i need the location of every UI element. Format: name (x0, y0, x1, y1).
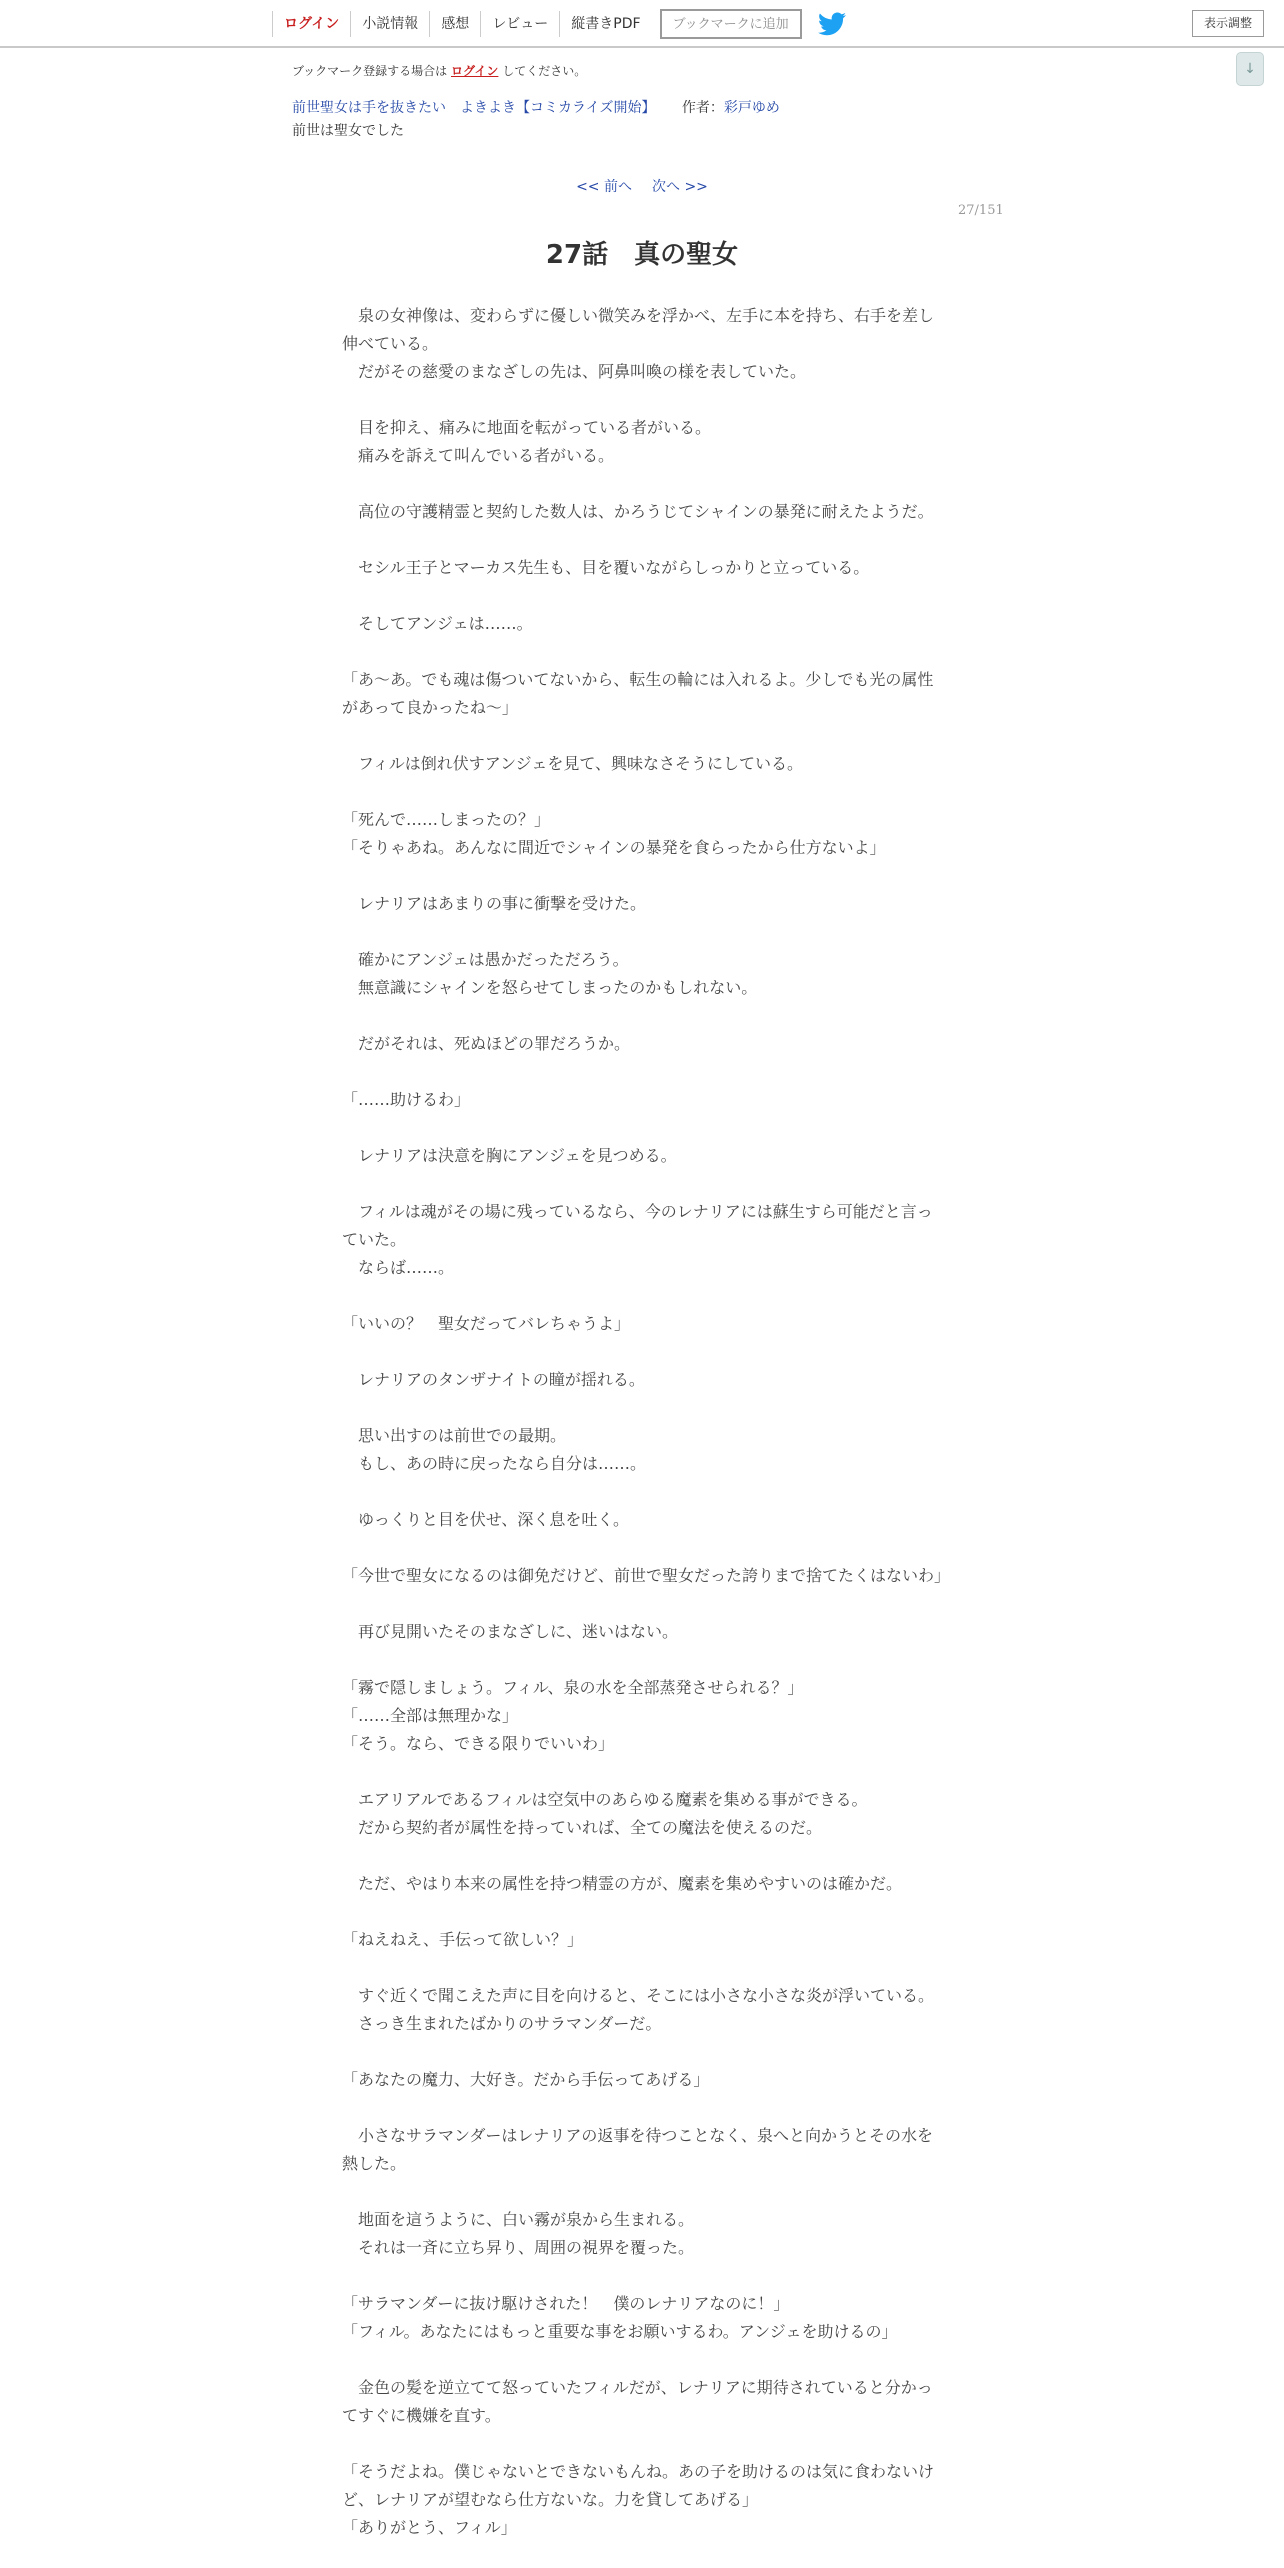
novel-paragraph: もし、あの時に戻ったなら自分は……。 (342, 1454, 647, 1473)
novel-paragraph: セシル王子とマーカス先生も、目を覆いながらしっかりと立っている。 (342, 558, 870, 577)
bookmark-login-note (292, 62, 586, 79)
novel-paragraph: 地面を這うように、白い霧が泉から生まれる。 (342, 2210, 695, 2229)
novel-blank-line (342, 1170, 942, 1198)
novel-info-link[interactable]: 小説情報 (350, 11, 429, 37)
novel-paragraph: 「……助けるわ」 (342, 1090, 471, 1109)
novel-blank-line (342, 1954, 942, 1982)
novel-blank-line (342, 582, 942, 610)
novel-blank-line (342, 1478, 942, 1506)
novel-paragraph: 「いいの？ 聖女だってバレちゃうよ」 (342, 1314, 631, 1333)
scroll-down-button[interactable]: ↓ (1236, 52, 1264, 86)
novel-paragraph: そしてアンジェは……。 (342, 614, 533, 633)
novel-paragraph: 「ねえねえ、手伝って欲しい？」 (342, 1930, 583, 1949)
novel-blank-line (342, 722, 942, 750)
novel-blank-line (342, 526, 942, 554)
novel-blank-line (342, 1282, 942, 1310)
novel-blank-line (342, 778, 942, 806)
novel-paragraph: ならば……。 (342, 1258, 455, 1277)
series-info (292, 97, 780, 117)
novel-paragraph: 「そりゃあね。あんなに間近でシャインの暴発を食らったから仕方ないよ」 (342, 838, 886, 857)
novel-paragraph: 「そうだよね。僕じゃないとできないもんね。あの子を助けるのは気に食わないけど、レナリアが望むなら仕方ないな。力を貸してあげる」 (342, 2462, 935, 2509)
novel-paragraph: フィルは魂がその場に残っているなら、今のレナリアには蘇生すら可能だと言っていた。 (342, 1202, 933, 1249)
novel-paragraph: 「霧で隠しましょう。フィル、泉の水を全部蒸発させられる？」 (342, 1678, 804, 1697)
novel-blank-line (342, 862, 942, 890)
novel-blank-line (342, 2178, 942, 2206)
novel-paragraph: 「あ～あ。でも魂は傷ついてないから、転生の輪には入れるよ。少しでも光の属性があって良かったね～」 (342, 670, 934, 717)
novel-paragraph: それは一斉に立ち昇り、周囲の視界を覆った。 (342, 2238, 695, 2257)
novel-blank-line (342, 1646, 942, 1674)
novel-blank-line (342, 1394, 942, 1422)
pager (0, 176, 1284, 196)
novel-blank-line (342, 1058, 942, 1086)
login-note-suffix: してください。 (502, 64, 587, 78)
novel-paragraph: 無意識にシャインを怒らせてしまったのかもしれない。 (342, 978, 758, 997)
novel-blank-line (342, 2262, 942, 2290)
author-link[interactable]: 彩戸ゆめ (723, 100, 780, 116)
review-link[interactable]: レビュー (480, 11, 559, 37)
novel-paragraph: 小さなサラマンダーはレナリアの返事を待つことなく、泉へと向かうとその水を熱した。 (342, 2126, 934, 2173)
novel-blank-line (342, 1002, 942, 1030)
novel-paragraph: だから契約者が属性を持っていれば、全ての魔法を使えるのだ。 (342, 1818, 823, 1837)
novel-paragraph: フィルは倒れ伏すアンジェを見て、興味なさそうにしている。 (342, 754, 804, 773)
chapter-group-title: 前世は聖女でした (292, 123, 404, 139)
novel-blank-line (342, 1758, 942, 1786)
novel-paragraph: 「あなたの魔力、大好き。だから手伝ってあげる」 (342, 2070, 710, 2089)
novel-blank-line (342, 918, 942, 946)
novel-blank-line (342, 2346, 942, 2374)
novel-paragraph: 「……全部は無理かな」 (342, 1706, 519, 1725)
novel-paragraph: レナリアのタンザナイトの瞳が揺れる。 (342, 1370, 645, 1389)
prev-page-link[interactable]: << 前へ (576, 179, 632, 195)
novel-paragraph: 「そう。なら、できる限りでいいわ」 (342, 1734, 615, 1753)
add-bookmark-button[interactable]: ブックマークに追加 (660, 9, 802, 39)
novel-paragraph: 泉の女神像は、変わらずに優しい微笑みを浮かべ、左手に本を持ち、右手を差し伸べている。 (342, 306, 935, 353)
impressions-link[interactable]: 感想 (429, 11, 480, 37)
novel-paragraph: 「今世で聖女になるのは御免だけど、前世で聖女だった誇りまで捨てたくはないわ」 (342, 1566, 951, 1585)
novel-blank-line (342, 1842, 942, 1870)
series-title-link[interactable]: 前世聖女は手を抜きたい よきよき【コミカライズ開始】 (292, 100, 656, 116)
novel-paragraph: 金色の髪を逆立てて怒っていたフィルだが、レナリアに期待されていると分かってすぐに機嫌を直す。 (342, 2378, 933, 2425)
novel-blank-line (342, 1114, 942, 1142)
novel-blank-line (342, 1898, 942, 1926)
novel-blank-line (342, 2430, 942, 2458)
novel-paragraph: 「サラマンダーに抜け駆けされた！ 僕のレナリアなのに！」 (342, 2294, 790, 2313)
novel-blank-line (342, 1338, 942, 1366)
novel-paragraph: 「死んで……しまったの？」 (342, 810, 551, 829)
login-note-link[interactable]: ログイン (451, 64, 499, 78)
nav-menu (272, 0, 846, 48)
novel-blank-line (342, 386, 942, 414)
novel-paragraph: 思い出すのは前世での最期。 (342, 1426, 567, 1445)
vertical-pdf-link[interactable]: 縦書きPDF (559, 11, 651, 37)
novel-blank-line (342, 1534, 942, 1562)
novel-paragraph: 高位の守護精霊と契約した数人は、かろうじてシャインの暴発に耐えたようだ。 (342, 502, 934, 521)
novel-paragraph: 「フィル。あなたにはもっと重要な事をお願いするわ。アンジェを助けるの」 (342, 2322, 898, 2341)
novel-body (342, 302, 951, 2542)
novel-paragraph: レナリアは決意を胸にアンジェを見つめる。 (342, 1146, 677, 1165)
top-navigation-bar (0, 0, 1284, 48)
novel-paragraph: 確かにアンジェは愚かだっただろう。 (342, 950, 629, 969)
author-label: 作者： (681, 100, 724, 116)
novel-paragraph: レナリアはあまりの事に衝撃を受けた。 (342, 894, 647, 913)
next-page-link[interactable]: 次へ >> (652, 179, 708, 195)
novel-paragraph: だがそれは、死ぬほどの罪だろうか。 (342, 1034, 631, 1053)
novel-paragraph: 再び見開いたそのまなざしに、迷いはない。 (342, 1622, 679, 1641)
novel-blank-line (342, 1590, 942, 1618)
novel-blank-line (342, 2094, 942, 2122)
novel-paragraph: 「ありがとう、フィル」 (342, 2518, 517, 2537)
twitter-icon[interactable] (818, 12, 846, 36)
login-link[interactable]: ログイン (272, 11, 350, 37)
novel-paragraph: 目を抑え、痛みに地面を転がっている者がいる。 (342, 418, 711, 437)
novel-paragraph: すぐ近くで聞こえた声に目を向けると、そこには小さな小さな炎が浮いている。 (342, 1986, 935, 2005)
novel-paragraph: さっき生まれたばかりのサラマンダーだ。 (342, 2014, 662, 2033)
novel-paragraph: ゆっくりと目を伏せ、深く息を吐く。 (342, 1510, 630, 1529)
chapter-title: 27話 真の聖女 (545, 240, 739, 270)
novel-blank-line (342, 2038, 942, 2066)
novel-paragraph: ただ、やはり本来の属性を持つ精霊の方が、魔素を集めやすいのは確かだ。 (342, 1874, 903, 1893)
novel-paragraph: エアリアルであるフィルは空気中のあらゆる魔素を集める事ができる。 (342, 1790, 868, 1809)
novel-blank-line (342, 470, 942, 498)
login-note-prefix: ブックマーク登録する場合は (292, 64, 448, 78)
page-count: 27/151 (958, 203, 1004, 218)
display-settings-button[interactable]: 表示調整 (1192, 10, 1264, 37)
novel-paragraph: だがその慈愛のまなざしの先は、阿鼻叫喚の様を表していた。 (342, 362, 807, 381)
novel-paragraph: 痛みを訴えて叫んでいる者がいる。 (342, 446, 615, 465)
novel-blank-line (342, 638, 942, 666)
